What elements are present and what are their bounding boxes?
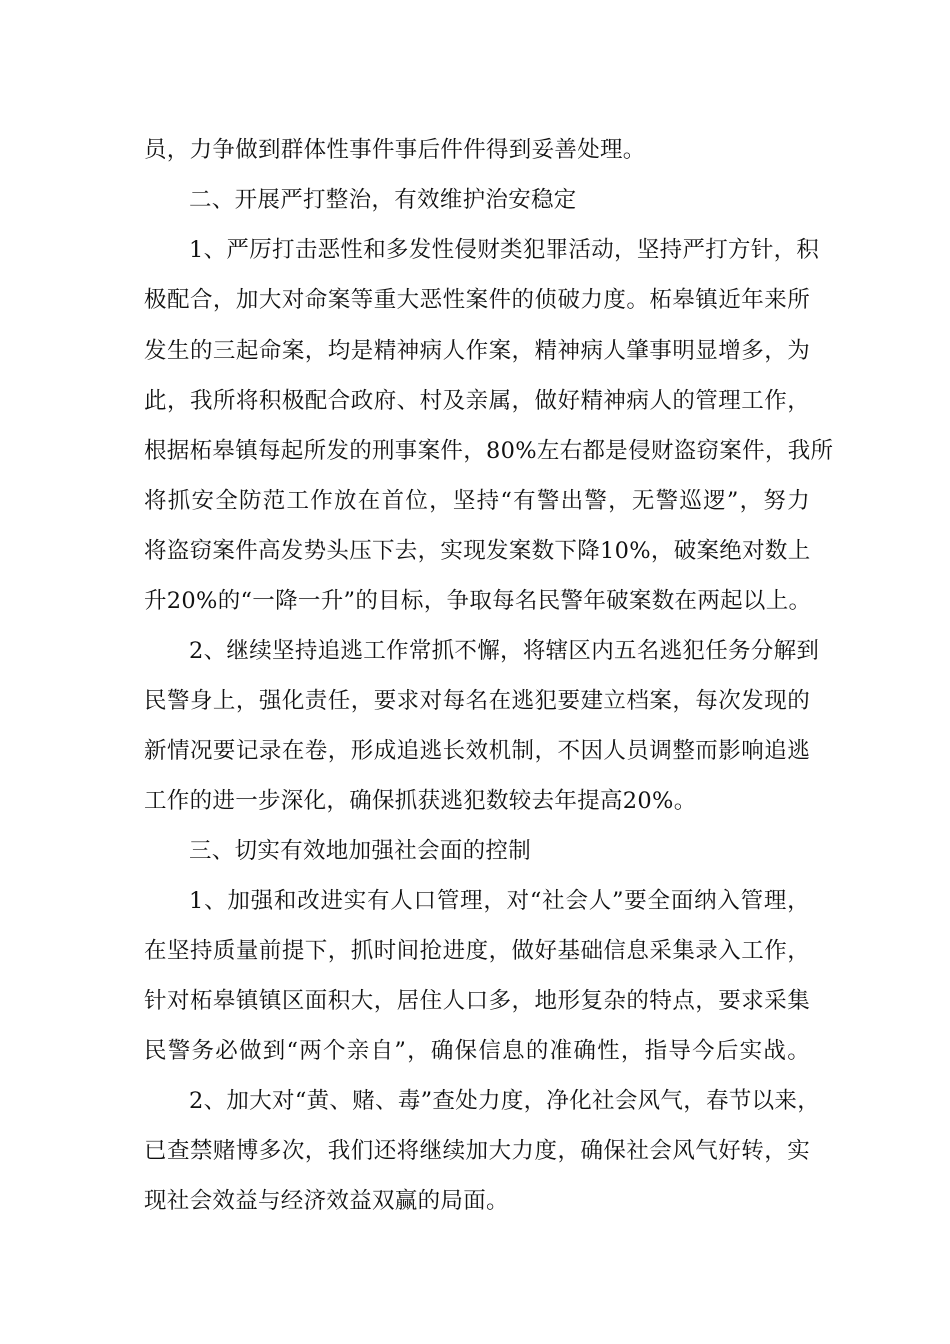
section-heading: 二、开展严打整治，有效维护治安稳定 xyxy=(189,187,577,213)
text-line: 新情况要记录在卷，形成追逃长效机制，不因人员调整而影响追逃 xyxy=(144,738,810,764)
text-line: 1、严厉打击恶性和多发性侵财类犯罪活动，坚持严打方针，积 xyxy=(189,237,820,263)
text-line: 极配合，加大对命案等重大恶性案件的侦破力度。柘皋镇近年来所 xyxy=(144,287,810,313)
text-line: 发生的三起命案，均是精神病人作案，精神病人肇事明显增多，为 xyxy=(144,338,810,364)
text-line: 工作的进一步深化，确保抓获逃犯数较去年提高20%。 xyxy=(144,788,697,814)
text-line: 将盗窃案件高发势头压下去，实现发案数下降10%，破案绝对数上 xyxy=(144,538,811,564)
text-line: 2、继续坚持追逃工作常抓不懈，将辖区内五名逃犯任务分解到 xyxy=(189,638,820,664)
text-line: 在坚持质量前提下，抓时间抢进度，做好基础信息采集录入工作， xyxy=(144,938,810,964)
text-line: 针对柘皋镇镇区面积大，居住人口多，地形复杂的特点，要求采集 xyxy=(144,988,810,1014)
text-line: 将抓安全防范工作放在首位，坚持“有警出警，无警巡逻”，努力 xyxy=(144,488,810,514)
text-line: 民警身上，强化责任，要求对每名在逃犯要建立档案，每次发现的 xyxy=(144,688,810,714)
text-line: 升20%的“一降一升”的目标，争取每名民警年破案数在两起以上。 xyxy=(144,588,812,614)
text-line: 1、加强和改进实有人口管理，对“社会人”要全面纳入管理， xyxy=(189,888,810,914)
text-line: 此，我所将积极配合政府、村及亲属，做好精神病人的管理工作， xyxy=(144,388,810,414)
text-line: 已查禁赌博多次，我们还将继续加大力度，确保社会风气好转，实 xyxy=(144,1138,810,1164)
text-line: 现社会效益与经济效益双赢的局面。 xyxy=(144,1188,509,1214)
text-line: 员，力争做到群体性事件事后件件得到妥善处理。 xyxy=(144,137,646,163)
section-heading: 三、切实有效地加强社会面的控制 xyxy=(189,838,532,864)
text-line: 民警务必做到“两个亲自”，确保信息的准确性，指导今后实战。 xyxy=(144,1038,810,1064)
text-line: 根据柘皋镇每起所发的刑事案件，80%左右都是侵财盗窃案件，我所 xyxy=(144,438,834,464)
text-line: 2、加大对“黄、赌、毒”查处力度，净化社会风气，春节以来， xyxy=(189,1088,821,1114)
